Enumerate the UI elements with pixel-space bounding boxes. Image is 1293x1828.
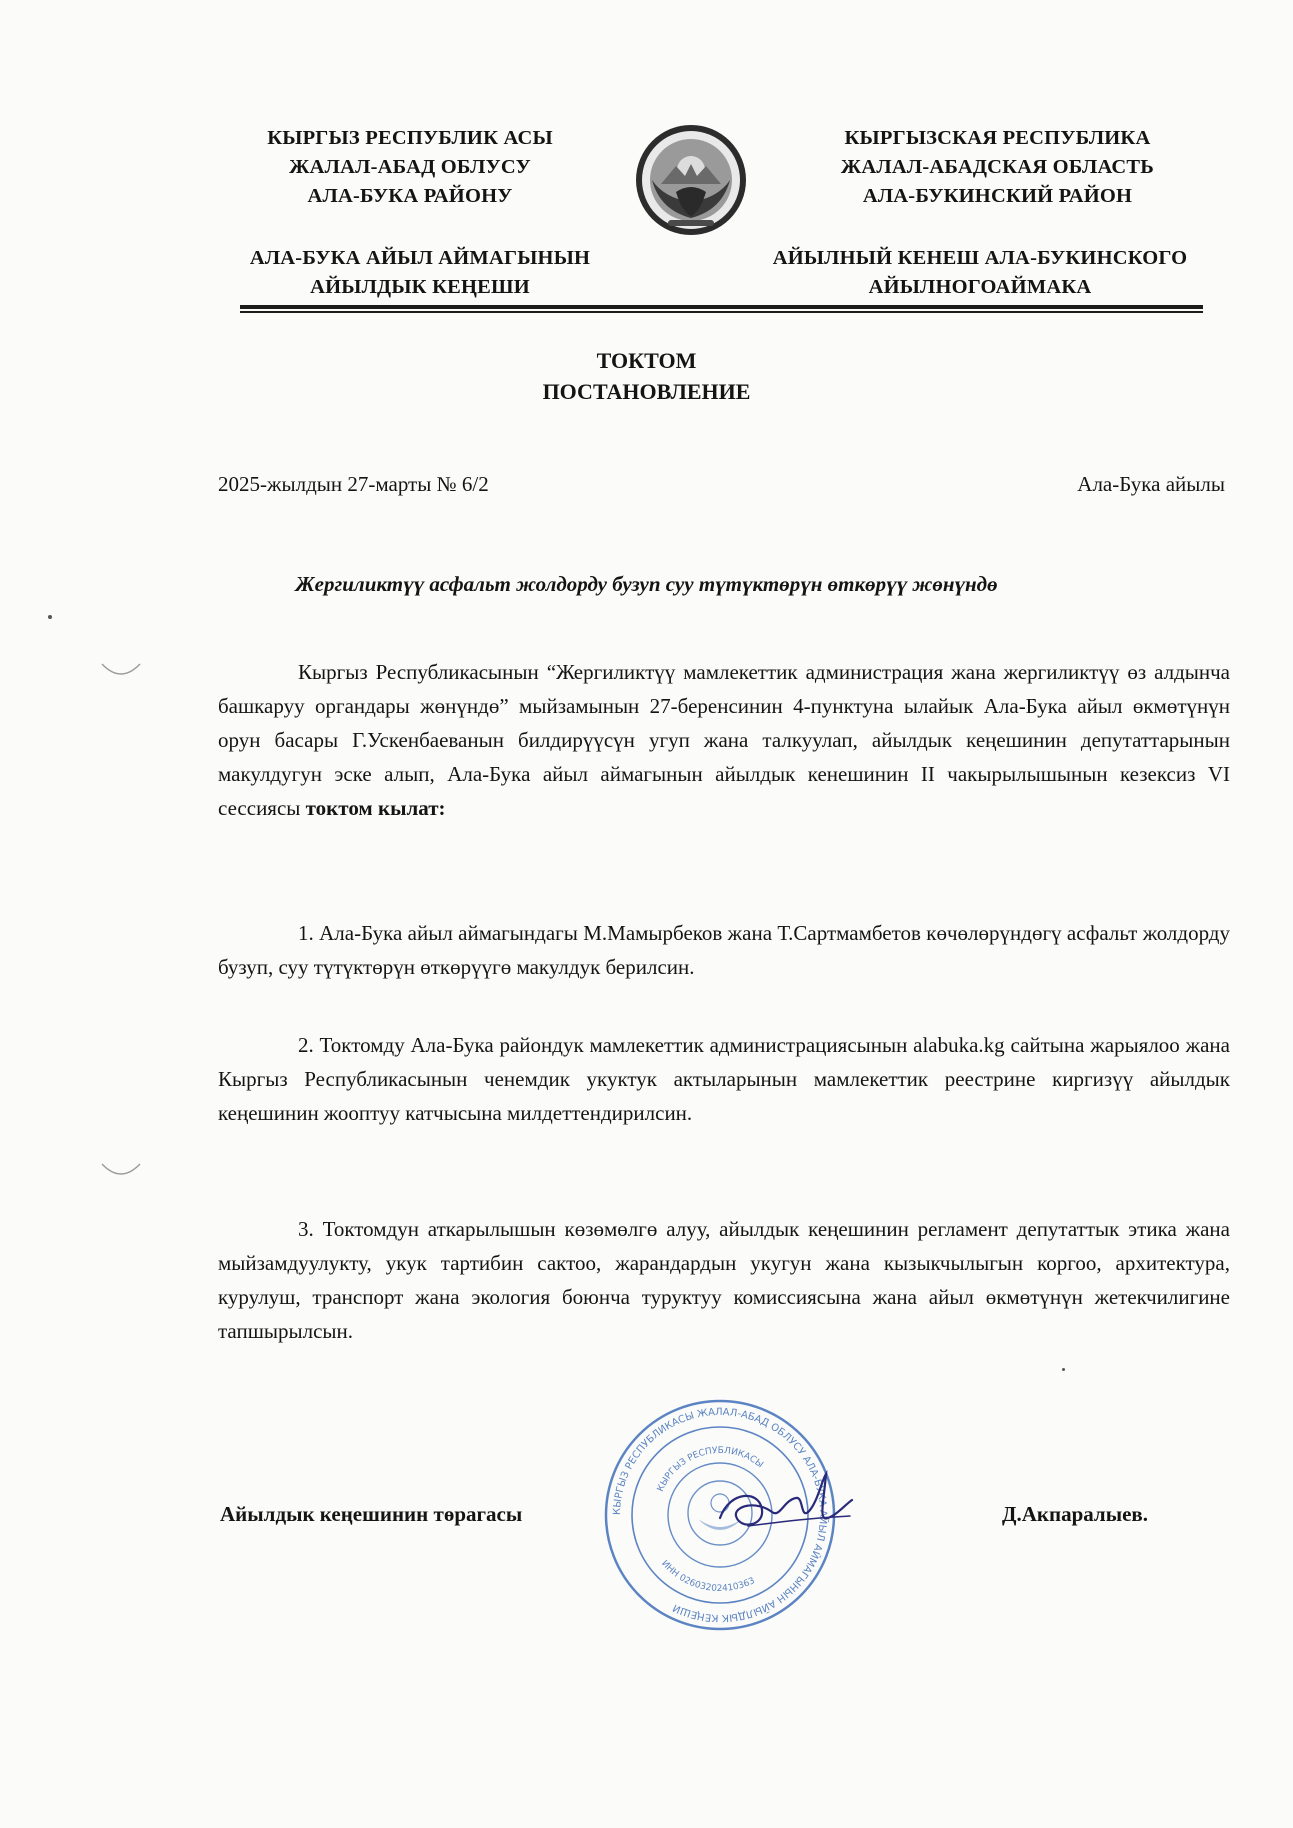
org-name-kg-line-2: АЙЫЛДЫК КЕҢЕШИ: [310, 276, 530, 298]
resolution-item-1: 1. Ала-Бука айыл аймагындагы М.Мамырбеков жана Т.Сартмамбетов көчөлөрүндөгү асфальт жолдорду бузуп, суу түтүктөрүн өткөрүүгө макулдук берилсин.: [218, 921, 1230, 979]
header-left-line-1: КЫРГЫЗ РЕСПУБЛИК АСЫ: [267, 127, 553, 149]
header-right-ru: [800, 124, 1195, 211]
org-name-kg: [225, 244, 615, 302]
state-emblem-icon: [630, 122, 752, 238]
stamp-outer-text: КЫРГЫЗ РЕСПУБЛИКАСЫ ЖАЛАЛ-АБАД ОБЛУСУ АЛА-БУКА АЙЫЛ АЙМАГЫНЫН АЙЫЛДЫК КЕҢЕШИ: [611, 1406, 829, 1624]
intro-paragraph: [218, 655, 1230, 825]
header-left-line-3: АЛА-БУКА РАЙОНУ: [307, 185, 513, 207]
svg-text:ИНН 02603202410363: [659, 1559, 756, 1594]
stamp-inner-text: КЫРГЫЗ РЕСПУБЛИКАСЫ: [655, 1445, 765, 1494]
header-right-line-2: ЖАЛАЛ-АБАДСКАЯ ОБЛАСТЬ: [840, 156, 1155, 178]
header-right-line-3: АЛА-БУКИНСКИЙ РАЙОН: [862, 185, 1133, 207]
intro-resolution: токтом кылат:: [305, 796, 446, 820]
signatory-name: Д.Акпаралыев.: [1002, 1502, 1149, 1526]
place: Ала-Бука айылы: [1077, 472, 1225, 496]
header-right-line-1: КЫРГЫЗСКАЯ РЕСПУБЛИКА: [844, 127, 1151, 149]
stamp-inn-text: ИНН 02603202410363: [659, 1558, 757, 1595]
resolution-item-3: 3. Токтомдун аткарылышын көзөмөлгө алуу, айылдык кеңешинин регламент депутаттык этика жана мыйзамдуулукту, укук тартибин сактоо, жарандардын укугун жана кызыкчылыгын коргоо, архитектура, курулуш, транспорт жана экология боюнча туруктуу комиссиясына жана айыл өкмөтүнүн жетекчилигине тапшырылсын.: [218, 1217, 1230, 1343]
title-ru: ПОСТАНОВЛЕНИЕ: [542, 379, 751, 404]
header-divider-thin: [240, 311, 1203, 313]
header-divider-thick: [240, 305, 1203, 309]
org-name-kg-line-1: АЛА-БУКА АЙЫЛ АЙМАГЫНЫН: [249, 247, 591, 269]
header-left-line-2: ЖАЛАЛ-АБАД ОБЛУСУ: [289, 156, 531, 178]
handwritten-signature: [700, 1460, 860, 1550]
intro-text: Кыргыз Республикасынын “Жергиликтүү мамлекеттик администрация жана жергиликтүү өз алдынча башкаруу органдары жөнүндө” мыйзамынын 27-беренсинин 4-пунктуна ылайык Ала-Бука айыл өкмөтүнүн орун басары Г.Ускенбаеванын билдирүүсүн угуп жана талкуулап, айылдык кеңешинин депутаттарынын макулдугун эске алып, Ала-Бука айыл аймагынын айылдык кенешинин II чакырылышынын кезексиз VI сессиясы: [218, 660, 1230, 820]
scan-speck: [48, 615, 52, 619]
punch-hole-mark: [100, 1160, 142, 1180]
title-kg: ТОКТОМ: [596, 348, 697, 373]
date-number: 2025-жылдын 27-марты № 6/2: [218, 472, 489, 496]
org-name-ru: [740, 244, 1220, 302]
org-name-ru-line-2: АЙЫЛНОГОАЙМАКА: [868, 276, 1092, 298]
document-subject: Жергиликтүү асфальт жолдорду бузуп суу түтүктөрүн өткөрүү жөнүндө: [295, 572, 998, 596]
punch-hole-mark: [100, 660, 142, 680]
header-left-kg: [225, 124, 595, 211]
resolution-item-2: 2. Токтомду Ала-Бука райондук мамлекеттик администрациясынын alabuka.kg сайтына жарыялоо жана Кыргыз Республикасынын ченемдик укуктук актыларынын мамлекеттик реестрине киргизүү айылдык кеңешинин жооптуу катчысына милдеттендирилсин.: [218, 1033, 1230, 1125]
scan-speck: [1062, 1368, 1065, 1371]
signatory-role: Айылдык кеңешинин төрагасы: [220, 1502, 523, 1526]
org-name-ru-line-1: АЙЫЛНЫЙ КЕНЕШ АЛА-БУКИНСКОГО: [772, 247, 1188, 269]
document-title: [0, 345, 1293, 407]
